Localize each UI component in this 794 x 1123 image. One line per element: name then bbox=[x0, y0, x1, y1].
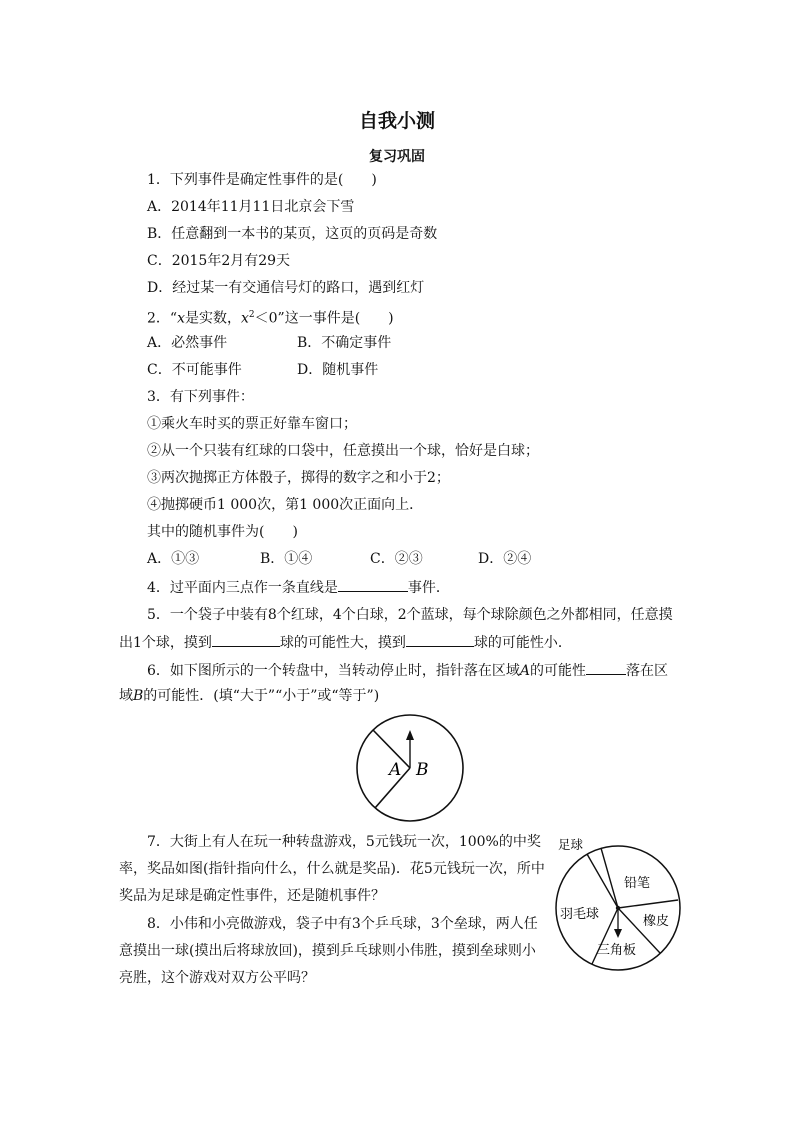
q6-region-a-ref: A bbox=[519, 663, 531, 679]
label-pencil: 铅笔 bbox=[624, 876, 651, 891]
spinner-label-a: A bbox=[389, 760, 402, 780]
q3-option-c: C．②③ bbox=[370, 551, 423, 567]
divider-football-left bbox=[587, 854, 618, 908]
q2-option-d: D．随机事件 bbox=[297, 362, 379, 378]
q2-stem-pre: 2．“ bbox=[147, 310, 178, 327]
section-heading: 复习巩固 bbox=[369, 149, 425, 165]
q7-line-3: 奖品为足球是确定性事件，还是随机事件？ bbox=[119, 888, 385, 904]
q3-event-1: ①乘火车时买的票正好靠车窗口； bbox=[147, 416, 357, 432]
label-triangle-ruler: 三角板 bbox=[597, 943, 637, 958]
q1-option-b: B．任意翻到一本书的某页，这页的页码是奇数 bbox=[147, 226, 438, 242]
q2-var-x: x bbox=[177, 310, 185, 327]
q1-option-c: C．2015年2月有29天 bbox=[147, 253, 291, 269]
q5-line-2-pre: 出1个球，摸到 bbox=[119, 635, 212, 651]
q3-stem: 3．有下列事件： bbox=[147, 389, 254, 405]
q2-stem bbox=[147, 305, 394, 329]
q3-option-a: A．①③ bbox=[147, 551, 200, 567]
q3-event-4: ④抛掷硬币1 000次，第1 000次正面向上． bbox=[147, 497, 424, 513]
q1-stem: 1．下列事件是确定性事件的是( ) bbox=[147, 172, 377, 188]
spinner-label-b: B bbox=[416, 760, 429, 780]
divider-pencil-eraser bbox=[618, 900, 678, 908]
q5-line-2 bbox=[119, 632, 572, 653]
q3-event-3: ③两次抛掷正方体骰子，掷得的数字之和小于2； bbox=[147, 470, 450, 486]
q6-answer-blank[interactable] bbox=[586, 660, 626, 675]
q6-line-1 bbox=[147, 660, 668, 681]
q4-answer-blank[interactable] bbox=[338, 577, 408, 592]
q2-stem-post: ＜0”这一事件是( ) bbox=[254, 310, 394, 327]
q6-region-b-ref: B bbox=[133, 688, 144, 704]
q4-stem-pre: 4．过平面内三点作一条直线是 bbox=[147, 580, 338, 596]
q5-line-2-post: 球的可能性小． bbox=[473, 635, 572, 651]
q8-line-2: 意摸出一球(摸出后将球放回)，摸到乒乓球则小伟胜，摸到垒球则小 bbox=[119, 943, 536, 959]
q6-line-2 bbox=[119, 686, 379, 706]
q8-line-3: 亮胜，这个游戏对双方公平吗？ bbox=[119, 970, 315, 986]
q1-option-d: D．经过某一有交通信号灯的路口，遇到红灯 bbox=[147, 280, 425, 296]
label-football: 足球 bbox=[558, 837, 584, 852]
divider-football-right bbox=[601, 848, 618, 908]
q7-line-2: 率，奖品如图(指针指向什么，什么就是奖品)．花5元钱玩一次，所中 bbox=[119, 861, 545, 877]
pointer-arrow-icon bbox=[406, 730, 414, 740]
pointer-arrow-down-icon bbox=[614, 929, 622, 938]
q2-option-b: B．不确定事件 bbox=[297, 335, 392, 351]
spinner-hub bbox=[616, 906, 620, 910]
spinner-ab-figure bbox=[350, 712, 470, 824]
q4-stem-post: 事件． bbox=[407, 580, 450, 596]
q2-exponent: 2 bbox=[248, 310, 255, 320]
q5-answer-blank-2[interactable] bbox=[406, 632, 474, 647]
q5-answer-blank-1[interactable] bbox=[212, 632, 280, 647]
prize-spinner-figure bbox=[550, 832, 685, 972]
page-title: 自我小测 bbox=[358, 110, 435, 132]
q5-line-2-mid: 球的可能性大，摸到 bbox=[279, 635, 406, 651]
q1-option-a: A．2014年11月11日北京会下雪 bbox=[147, 199, 355, 215]
q3-option-d: D．②④ bbox=[478, 551, 532, 567]
q6-line-1-mid: 的可能性 bbox=[530, 663, 587, 679]
q8-line-1: 8．小伟和小亮做游戏，袋子中有3个乒乓球，3个垒球，两人任 bbox=[147, 916, 538, 932]
q2-var-x-squared: x bbox=[240, 310, 249, 327]
q6-line-2-post: 的可能性．(填“大于”“小于”或“等于”) bbox=[143, 688, 380, 704]
q6-line-2-pre: 域 bbox=[119, 688, 133, 704]
q2-stem-mid: 是实数， bbox=[184, 310, 241, 327]
q2-option-a: A．必然事件 bbox=[147, 335, 228, 351]
q6-line-1-post: 落在区 bbox=[626, 663, 669, 679]
q3-question: 其中的随机事件为( ) bbox=[147, 524, 298, 540]
q4-stem bbox=[147, 577, 450, 598]
q7-line-1: 7．大街上有人在玩一种转盘游戏，5元钱玩一次，100%的中奖 bbox=[147, 834, 541, 850]
label-badminton: 羽毛球 bbox=[560, 907, 600, 922]
q2-option-c: C．不可能事件 bbox=[147, 362, 242, 378]
q6-line-1-pre: 6．如下图所示的一个转盘中，当转动停止时，指针落在区域 bbox=[147, 663, 520, 679]
q3-event-2: ②从一个只装有红球的口袋中，任意摸出一个球，恰好是白球； bbox=[147, 443, 539, 459]
q3-option-b: B．①④ bbox=[260, 551, 313, 567]
q5-line-1: 5．一个袋子中装有8个红球，4个白球，2个蓝球，每个球除颜色之外都相同，任意摸 bbox=[147, 607, 673, 623]
label-eraser: 橡皮 bbox=[643, 914, 670, 929]
